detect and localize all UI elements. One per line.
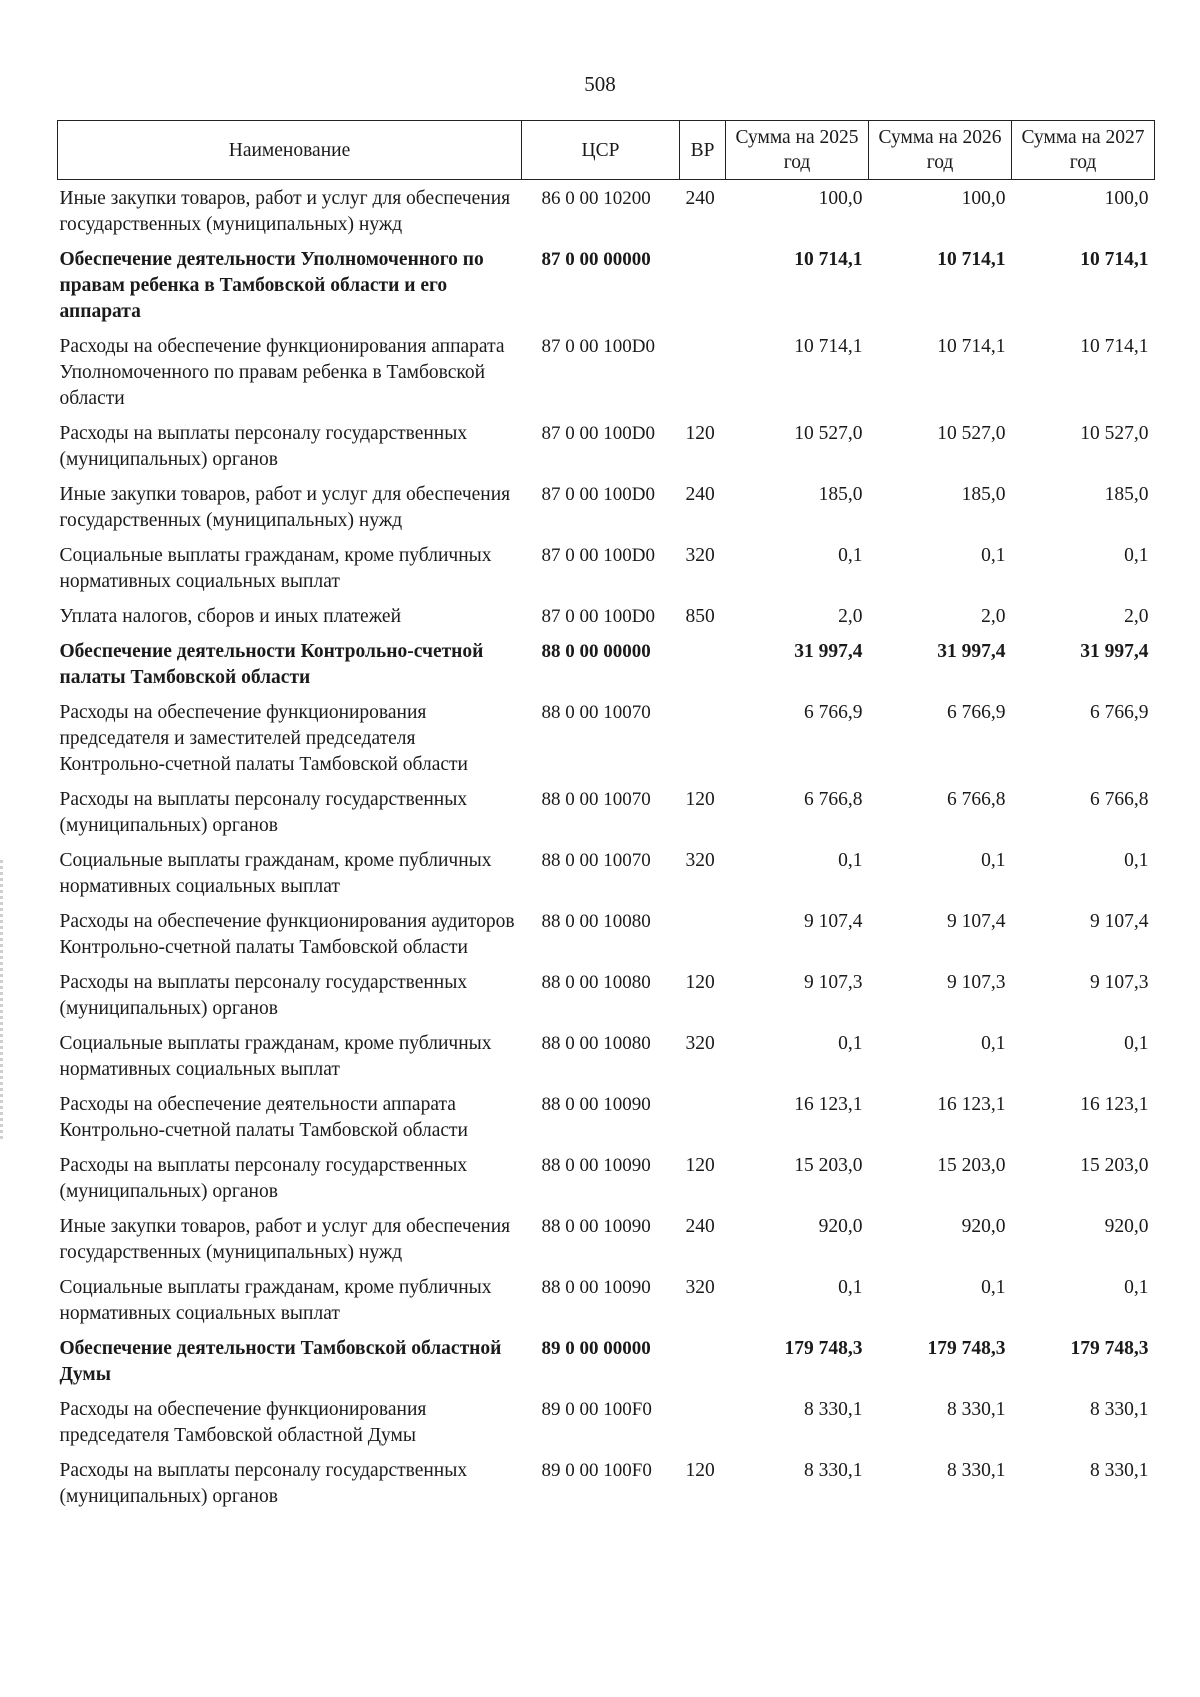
cell-csr: 89 0 00 00000 <box>541 1338 651 1359</box>
table-row <box>58 1088 1155 1149</box>
cell-sum-2025: 8 330,1 <box>804 1460 863 1481</box>
cell-name: Обеспечение деятельности Контрольно-счетной палаты Тамбовской области <box>59 641 484 688</box>
cell-sum-2027: 16 123,1 <box>1080 1094 1149 1115</box>
cell-sum-2027: 8 330,1 <box>1090 1399 1149 1420</box>
cell-sum-2026: 8 330,1 <box>947 1399 1006 1420</box>
cell-vr: 120 <box>685 1460 715 1481</box>
cell-csr: 87 0 00 100D0 <box>541 336 655 357</box>
table-row <box>58 783 1155 844</box>
cell-name: Уплата налогов, сборов и иных платежей <box>59 606 402 627</box>
cell-csr: 89 0 00 100F0 <box>541 1399 652 1420</box>
cell-sum-2026: 185,0 <box>961 484 1006 505</box>
cell-sum-2025: 15 203,0 <box>794 1155 863 1176</box>
table-row <box>58 539 1155 600</box>
table-row <box>58 600 1155 635</box>
cell-name: Расходы на обеспечение функционирования аппарата Уполномоченного по правам ребенка в Тамбовской области <box>59 336 505 409</box>
cell-csr: 87 0 00 100D0 <box>541 545 655 566</box>
cell-sum-2026: 179 748,3 <box>927 1338 1006 1359</box>
cell-sum-2027: 0,1 <box>1124 1277 1149 1298</box>
cell-sum-2027: 8 330,1 <box>1090 1460 1149 1481</box>
cell-vr: 240 <box>685 1216 715 1237</box>
cell-vr: 320 <box>685 1277 715 1298</box>
cell-csr: 88 0 00 10070 <box>541 850 651 871</box>
cell-sum-2027: 10 527,0 <box>1080 423 1149 444</box>
table-row <box>58 478 1155 539</box>
cell-sum-2026: 8 330,1 <box>947 1460 1006 1481</box>
cell-sum-2026: 10 714,1 <box>937 249 1006 270</box>
cell-sum-2027: 6 766,9 <box>1090 702 1149 723</box>
table-row <box>58 180 1155 244</box>
cell-name: Социальные выплаты гражданам, кроме публичных нормативных социальных выплат <box>59 850 492 897</box>
cell-sum-2027: 10 714,1 <box>1080 249 1149 270</box>
cell-name: Расходы на обеспечение функционирования председателя Тамбовской областной Думы <box>59 1399 427 1446</box>
header-name: Наименование <box>58 121 522 180</box>
cell-vr: 850 <box>685 606 715 627</box>
table-row <box>58 243 1155 330</box>
cell-name: Расходы на выплаты персоналу государственных (муниципальных) органов <box>59 1155 468 1202</box>
cell-sum-2025: 8 330,1 <box>804 1399 863 1420</box>
header-sum-2026: Сумма на 2026 год <box>869 121 1012 180</box>
cell-sum-2025: 6 766,9 <box>804 702 863 723</box>
cell-csr: 87 0 00 00000 <box>541 249 651 270</box>
cell-name: Иные закупки товаров, работ и услуг для обеспечения государственных (муниципальных) нужд <box>59 484 511 531</box>
cell-vr <box>680 1393 726 1454</box>
cell-csr: 88 0 00 10080 <box>541 1033 651 1054</box>
cell-sum-2027: 2,0 <box>1124 606 1149 627</box>
table-row <box>58 635 1155 696</box>
cell-sum-2027: 31 997,4 <box>1080 641 1149 662</box>
table-row <box>58 844 1155 905</box>
cell-sum-2026: 16 123,1 <box>937 1094 1006 1115</box>
cell-sum-2026: 920,0 <box>961 1216 1006 1237</box>
table-row <box>58 1332 1155 1393</box>
cell-sum-2025: 10 527,0 <box>794 423 863 444</box>
cell-csr: 88 0 00 10090 <box>541 1216 651 1237</box>
cell-name: Расходы на обеспечение функционирования аудиторов Контрольно-счетной палаты Тамбовской области <box>59 911 515 958</box>
cell-sum-2027: 9 107,4 <box>1090 911 1149 932</box>
table-header <box>58 121 1155 180</box>
cell-name: Расходы на обеспечение деятельности аппарата Контрольно-счетной палаты Тамбовской области <box>59 1094 468 1141</box>
table-row <box>58 1271 1155 1332</box>
cell-csr: 88 0 00 10080 <box>541 972 651 993</box>
cell-sum-2025: 920,0 <box>818 1216 863 1237</box>
cell-sum-2025: 0,1 <box>838 1277 863 1298</box>
table-row <box>58 1454 1155 1515</box>
cell-name: Социальные выплаты гражданам, кроме публичных нормативных социальных выплат <box>59 1033 492 1080</box>
cell-vr <box>680 696 726 783</box>
cell-sum-2026: 2,0 <box>981 606 1006 627</box>
cell-sum-2027: 15 203,0 <box>1080 1155 1149 1176</box>
cell-sum-2027: 185,0 <box>1104 484 1149 505</box>
cell-sum-2025: 9 107,4 <box>804 911 863 932</box>
cell-sum-2026: 6 766,8 <box>947 789 1006 810</box>
cell-csr: 88 0 00 10080 <box>541 911 651 932</box>
table-body <box>58 180 1155 1516</box>
scan-margin-mark <box>0 860 3 1140</box>
cell-sum-2025: 16 123,1 <box>794 1094 863 1115</box>
cell-sum-2026: 0,1 <box>981 1277 1006 1298</box>
cell-sum-2025: 10 714,1 <box>794 249 863 270</box>
cell-sum-2025: 31 997,4 <box>794 641 863 662</box>
cell-sum-2027: 9 107,3 <box>1090 972 1149 993</box>
cell-vr: 240 <box>685 484 715 505</box>
cell-csr: 87 0 00 100D0 <box>541 484 655 505</box>
cell-name: Обеспечение деятельности Уполномоченного по правам ребенка в Тамбовской области и его аппарата <box>59 249 484 322</box>
cell-name: Иные закупки товаров, работ и услуг для обеспечения государственных (муниципальных) нужд <box>59 188 511 235</box>
cell-sum-2026: 9 107,3 <box>947 972 1006 993</box>
cell-vr: 120 <box>685 789 715 810</box>
cell-sum-2026: 0,1 <box>981 545 1006 566</box>
budget-table <box>57 120 1155 1515</box>
cell-vr <box>680 330 726 417</box>
cell-csr: 89 0 00 100F0 <box>541 1460 652 1481</box>
cell-csr: 88 0 00 10090 <box>541 1094 651 1115</box>
cell-name: Иные закупки товаров, работ и услуг для обеспечения государственных (муниципальных) нужд <box>59 1216 511 1263</box>
header-sum-2027: Сумма на 2027 год <box>1012 121 1155 180</box>
cell-sum-2026: 10 527,0 <box>937 423 1006 444</box>
page-number: 508 <box>584 72 616 96</box>
cell-sum-2026: 9 107,4 <box>947 911 1006 932</box>
table-row <box>58 905 1155 966</box>
cell-csr: 88 0 00 10090 <box>541 1155 651 1176</box>
cell-sum-2027: 920,0 <box>1104 1216 1149 1237</box>
cell-vr: 320 <box>685 850 715 871</box>
cell-vr <box>680 1332 726 1393</box>
cell-sum-2025: 2,0 <box>838 606 863 627</box>
cell-sum-2026: 10 714,1 <box>937 336 1006 357</box>
table-row <box>58 417 1155 478</box>
cell-csr: 88 0 00 10070 <box>541 702 651 723</box>
cell-sum-2025: 100,0 <box>818 188 863 209</box>
cell-sum-2027: 0,1 <box>1124 545 1149 566</box>
cell-sum-2025: 0,1 <box>838 545 863 566</box>
table-row <box>58 1027 1155 1088</box>
cell-csr: 87 0 00 100D0 <box>541 423 655 444</box>
header-row <box>58 121 1155 180</box>
cell-sum-2027: 100,0 <box>1104 188 1149 209</box>
cell-name: Расходы на выплаты персоналу государственных (муниципальных) органов <box>59 789 468 836</box>
cell-sum-2026: 100,0 <box>961 188 1006 209</box>
cell-sum-2026: 0,1 <box>981 1033 1006 1054</box>
header-sum-2025: Сумма на 2025 год <box>726 121 869 180</box>
header-csr: ЦСР <box>522 121 680 180</box>
cell-sum-2026: 6 766,9 <box>947 702 1006 723</box>
table-row <box>58 1210 1155 1271</box>
cell-vr <box>680 1088 726 1149</box>
cell-vr: 240 <box>685 188 715 209</box>
table-row <box>58 330 1155 417</box>
cell-vr <box>680 635 726 696</box>
cell-vr: 320 <box>685 545 715 566</box>
cell-name: Обеспечение деятельности Тамбовской областной Думы <box>59 1338 502 1385</box>
cell-vr: 320 <box>685 1033 715 1054</box>
cell-vr: 120 <box>685 423 715 444</box>
cell-sum-2025: 9 107,3 <box>804 972 863 993</box>
table-row <box>58 1393 1155 1454</box>
cell-sum-2026: 31 997,4 <box>937 641 1006 662</box>
cell-sum-2025: 0,1 <box>838 1033 863 1054</box>
table-row <box>58 966 1155 1027</box>
cell-sum-2027: 6 766,8 <box>1090 789 1149 810</box>
cell-sum-2025: 185,0 <box>818 484 863 505</box>
header-vr: ВР <box>680 121 726 180</box>
table-row <box>58 1149 1155 1210</box>
table-row <box>58 696 1155 783</box>
cell-name: Расходы на выплаты персоналу государственных (муниципальных) органов <box>59 423 468 470</box>
cell-sum-2025: 0,1 <box>838 850 863 871</box>
cell-vr <box>680 243 726 330</box>
cell-csr: 88 0 00 00000 <box>541 641 651 662</box>
cell-sum-2025: 179 748,3 <box>784 1338 863 1359</box>
cell-name: Расходы на выплаты персоналу государственных (муниципальных) органов <box>59 1460 468 1507</box>
cell-sum-2027: 0,1 <box>1124 1033 1149 1054</box>
cell-csr: 88 0 00 10070 <box>541 789 651 810</box>
cell-name: Расходы на выплаты персоналу государственных (муниципальных) органов <box>59 972 468 1019</box>
cell-sum-2025: 6 766,8 <box>804 789 863 810</box>
cell-csr: 86 0 00 10200 <box>541 188 651 209</box>
cell-name: Социальные выплаты гражданам, кроме публичных нормативных социальных выплат <box>59 545 492 592</box>
cell-sum-2027: 0,1 <box>1124 850 1149 871</box>
cell-sum-2027: 10 714,1 <box>1080 336 1149 357</box>
cell-sum-2026: 15 203,0 <box>937 1155 1006 1176</box>
cell-name: Расходы на обеспечение функционирования председателя и заместителей председателя Контрольно-счетной палаты Тамбовской области <box>59 702 468 775</box>
cell-name: Социальные выплаты гражданам, кроме публичных нормативных социальных выплат <box>59 1277 492 1324</box>
cell-vr: 120 <box>685 972 715 993</box>
cell-csr: 88 0 00 10090 <box>541 1277 651 1298</box>
cell-sum-2027: 179 748,3 <box>1070 1338 1149 1359</box>
cell-sum-2026: 0,1 <box>981 850 1006 871</box>
cell-csr: 87 0 00 100D0 <box>541 606 655 627</box>
cell-vr: 120 <box>685 1155 715 1176</box>
cell-sum-2025: 10 714,1 <box>794 336 863 357</box>
cell-vr <box>680 905 726 966</box>
